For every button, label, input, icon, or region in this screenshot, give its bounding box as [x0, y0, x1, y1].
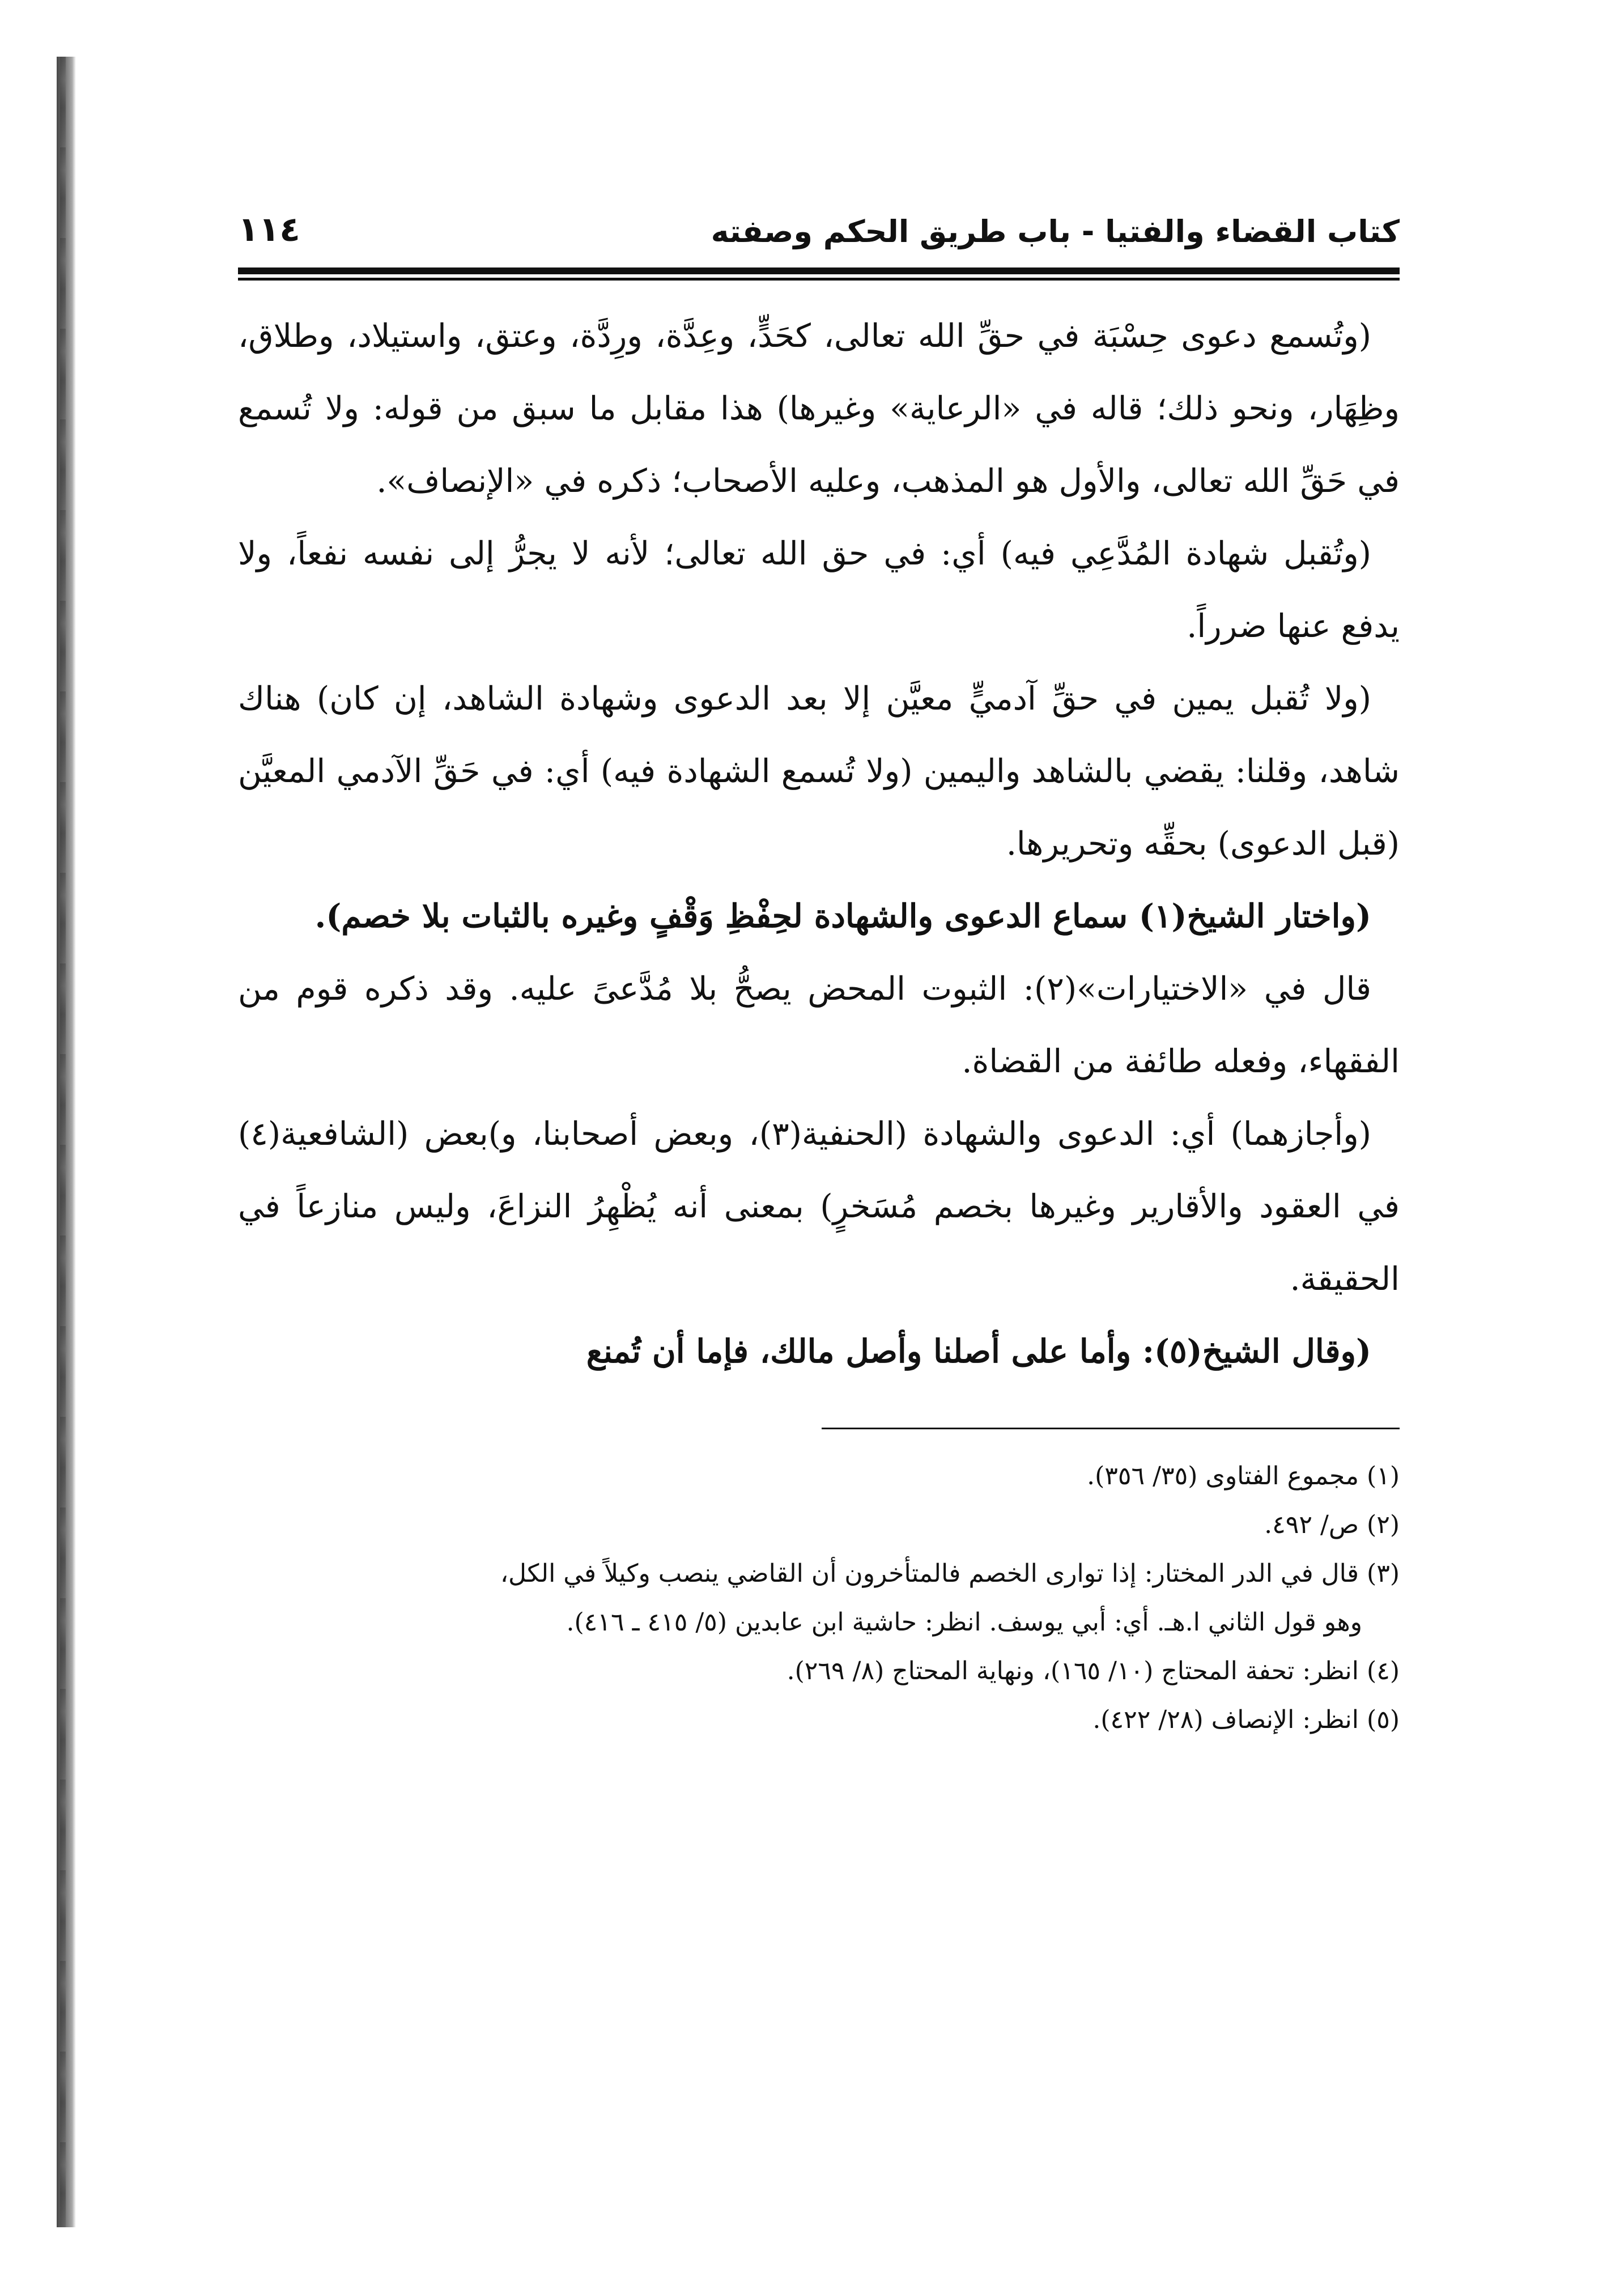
footnote-2: (٢) ص/ ٤٩٢. — [1264, 1510, 1400, 1539]
paragraph-shaykh-statement: (وقال الشيخ(٥): وأما على أصلنا وأصل مالك، فإما أن تُمنع — [586, 1332, 1371, 1370]
header-rule-thin — [238, 278, 1400, 281]
book-binding-edge — [57, 57, 76, 2227]
header-title: كتاب القضاء والفتيا - باب طريق الحكم وصفته — [711, 214, 1400, 249]
footnote-5: (٥) انظر: الإنصاف (٢٨/ ٤٢٢). — [1092, 1705, 1400, 1734]
paragraph-hanafi-allowance: (وأجازهما) أي: الدعوى والشهادة (الحنفية(٣)، وبعض أصحابنا، و)بعض (الشافعية(٤) في العقود والأقارير وغيرها بخصم مُسَخرٍ) بمعنى أنه يُظْهِرُ النزاعَ، وليس منازعاً في الحقيقة. — [238, 1115, 1400, 1298]
page-number: ١١٤ — [238, 210, 300, 249]
paragraph-claimant-testimony: (وتُقبل شهادة المُدَّعِي فيه) أي: في حق الله تعالى؛ لأنه لا يجرُّ إلى نفسه نفعاً، ولا يدفع عنها ضرراً. — [238, 535, 1400, 645]
footnote-3-continuation: وهو قول الثاني ا.هـ. أي: أبي يوسف. انظر: حاشية ابن عابدين (٥/ ٤١٥ ـ ٤١٦). — [566, 1608, 1362, 1637]
running-header — [238, 181, 1400, 263]
main-text — [238, 300, 1400, 1388]
paragraph-hisba-claims: (وتُسمع دعوى حِسْبَة في حقِّ الله تعالى، كحَدٍّ، وعِدَّة، ورِدَّة، وعتق، واستيلاد، وطلاق، وظِهَار، ونحو ذلك؛ قاله في «الرعاية» وغيرها) هذا مقابل ما سبق من قوله: ولا تُسمع في حَقِّ الله تعالى، والأول هو المذهب، وعليه الأصحاب؛ ذكره في «الإنصاف». — [238, 317, 1400, 500]
footnote-1: (١) مجموع الفتاوى (٣٥/ ٣٥٦). — [1087, 1462, 1400, 1491]
footnote-4: (٤) انظر: تحفة المحتاج (١٠/ ١٦٥)، ونهاية المحتاج (٨/ ٢٦٩). — [787, 1657, 1400, 1685]
book-page — [238, 181, 1400, 2176]
footnotes — [238, 1452, 1400, 1744]
paragraph-ikhtiyarat-quote: قال في «الاختيارات»(٢): الثبوت المحض يصحُّ بلا مُدَّعىً عليه. وقد ذكره قوم من الفقهاء، وفعله طائفة من القضاة. — [238, 970, 1400, 1080]
header-rule-thick — [238, 267, 1400, 274]
paragraph-shaykh-choice: (واختار الشيخ(١) سماع الدعوى والشهادة لحِفْظِ وَقْفٍ وغيره بالثبات بلا خصم). — [314, 897, 1371, 935]
footnote-3: (٣) قال في الدر المختار: إذا توارى الخصم فالمتأخرون أن القاضي ينصب وكيلاً في الكل، — [500, 1559, 1400, 1588]
paragraph-oath-condition: (ولا تُقبل يمين في حقِّ آدميٍّ معيَّن إلا بعد الدعوى وشهادة الشاهد، إن كان) هناك شاهد، وقلنا: يقضي بالشاهد واليمين (ولا تُسمع الشهادة فيه) أي: في حَقِّ الآدمي المعيَّن (قبل الدعوى) بحقِّه وتحريرها. — [238, 680, 1400, 863]
footnote-separator — [822, 1428, 1400, 1429]
